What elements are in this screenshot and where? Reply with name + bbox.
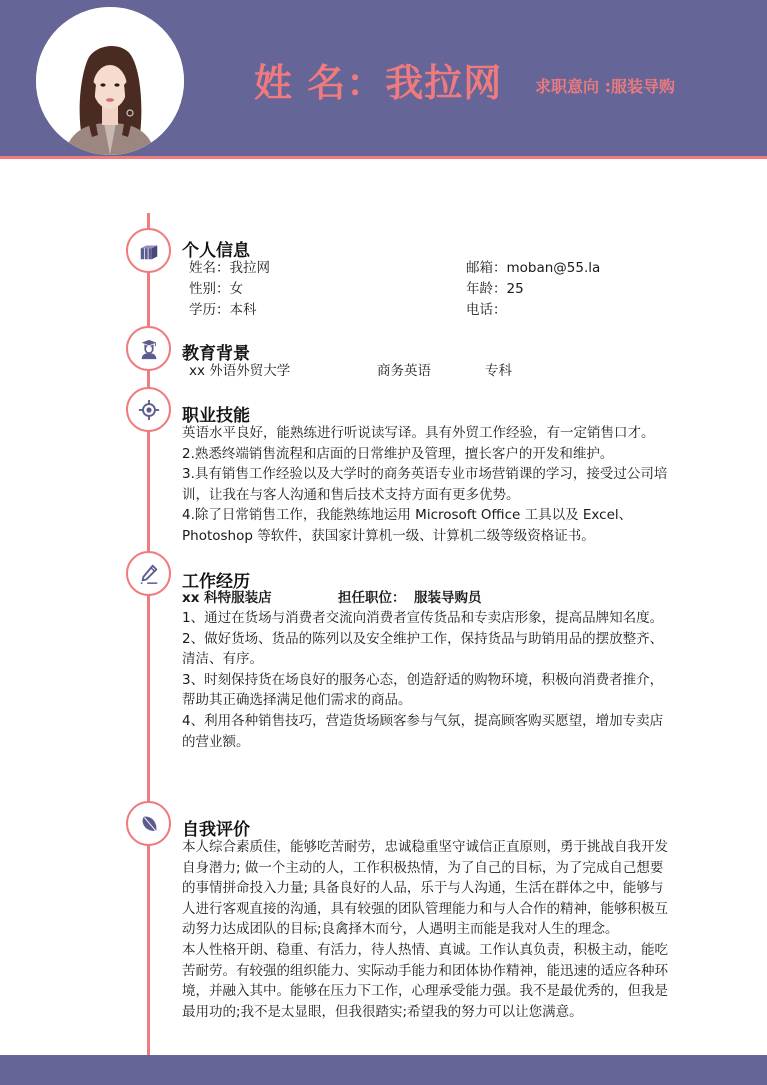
work-line: 清洁、有序。 [182,651,263,668]
section-title-personal: 个人信息 [182,241,250,261]
education-node [126,326,171,371]
work-line: 帮助其正确选择满足他们需求的商品。 [182,692,412,709]
education-school: xx 外语外贸大学 [189,363,291,379]
section-title-skills: 职业技能 [182,406,250,426]
work-line: 4、利用各种销售技巧，营造货场顾客参与气氛，提高顾客购买愿望，增加专卖店 [182,712,664,729]
self-eval-line: 动努力达成团队的目标;良禽择木而兮，人遇明主而能是我对人生的理念。 [182,921,619,938]
self-eval-node [126,801,171,846]
skills-line: 4.除了日常销售工作，我能熟练地运用 Microsoft Office 工具以及 Excel、 [182,507,633,524]
job-objective: 求职意向 :服装导购 [535,77,675,96]
skills-node [126,387,171,432]
info-name: 姓名：我拉网 [189,260,270,276]
books-icon [138,240,160,262]
info-gender: 性别：女 [189,281,243,297]
pencil-icon [138,563,160,585]
education-major: 商务英语 [377,363,431,379]
self-eval-line: 苦耐劳。有较强的组织能力、实际动手能力和团体协作精神，能迅速的适应各种环 [182,962,668,979]
section-title-self-eval: 自我评价 [182,820,250,840]
self-eval-line: 境，并融入其中。能够在压力下工作，心理承受能力强。我不是最优秀的，但我是 [182,983,668,1000]
skills-line: Photoshop 等软件，获国家计算机一级、计算机二级等级资格证书。 [182,527,595,544]
self-eval-line: 自身潜力; 做一个主动的人，工作积极热情，为了自己的目标，为了完成自己想要 [182,859,664,876]
self-eval-line: 人进行客观直接的沟通，具有较强的团队管理能力和与人合作的精神，能够积极互 [182,900,668,917]
self-eval-line: 本人综合素质佳，能够吃苦耐劳，忠诚稳重坚守诚信正直原则，勇于挑战自我开发 [182,839,668,855]
avatar [36,7,184,155]
self-eval-line: 本人性格开朗、稳重、有活力，待人热情、真诚。工作认真负责，积极主动，能吃 [182,941,668,958]
info-education: 学历：本科 [189,302,257,318]
target-icon [138,399,160,421]
work-line: 3、时刻保持货在场良好的服务心态，创造舒适的购物环境，积极向消费者推介， [182,671,664,688]
header-divider [0,156,767,159]
info-phone: 电话： [466,302,507,318]
work-line: 的营业额。 [182,733,250,750]
self-eval-text [182,837,692,1022]
footer-banner [0,1055,767,1085]
education-degree: 专科 [485,363,512,379]
section-title-work: 工作经历 [182,572,250,592]
personal-info-node [126,228,171,273]
self-eval-line: 的事情拼命投入力量; 具备良好的人品，乐于与人沟通，生活在群体之中，能够与 [182,880,664,897]
work-node [126,551,171,596]
work-position-label: 担任职位： [338,590,406,606]
skills-line: 英语水平良好，能熟练进行听说读写译。具有外贸工作经验，有一定销售口才。 [182,425,655,441]
info-email: 邮箱：moban@55.la [466,260,601,276]
work-text [182,608,692,752]
work-line: 2、做好货场、货品的陈列以及安全维护工作，保持货品与助销用品的摆放整齐、 [182,630,664,647]
resume-name: 姓 名：我拉网 [254,61,503,105]
graduate-icon [138,338,160,360]
skills-text [182,423,692,547]
leaf-icon [138,813,160,835]
skills-line: 2.熟悉终端销售流程和店面的日常维护及管理，擅长客户的开发和维护。 [182,445,614,462]
skills-line: 3.具有销售工作经验以及大学时的商务英语专业市场营销课的学习，接受过公司培 [182,466,668,483]
work-line: 1、通过在货场与消费者交流向消费者宣传货品和专卖店形象，提高品牌知名度。 [182,610,664,626]
skills-line: 训，让我在与客人沟通和售后技术支持方面有更多优势。 [182,486,520,503]
work-company: xx 科特服装店 [182,590,272,606]
work-position: 服装导购员 [414,590,482,606]
info-age: 年龄：25 [466,281,524,297]
section-title-education: 教育背景 [182,344,250,364]
portrait-photo [36,7,184,155]
self-eval-line: 最用功的;我不是太显眼，但我很踏实;希望我的努力可以让您满意。 [182,1003,583,1020]
